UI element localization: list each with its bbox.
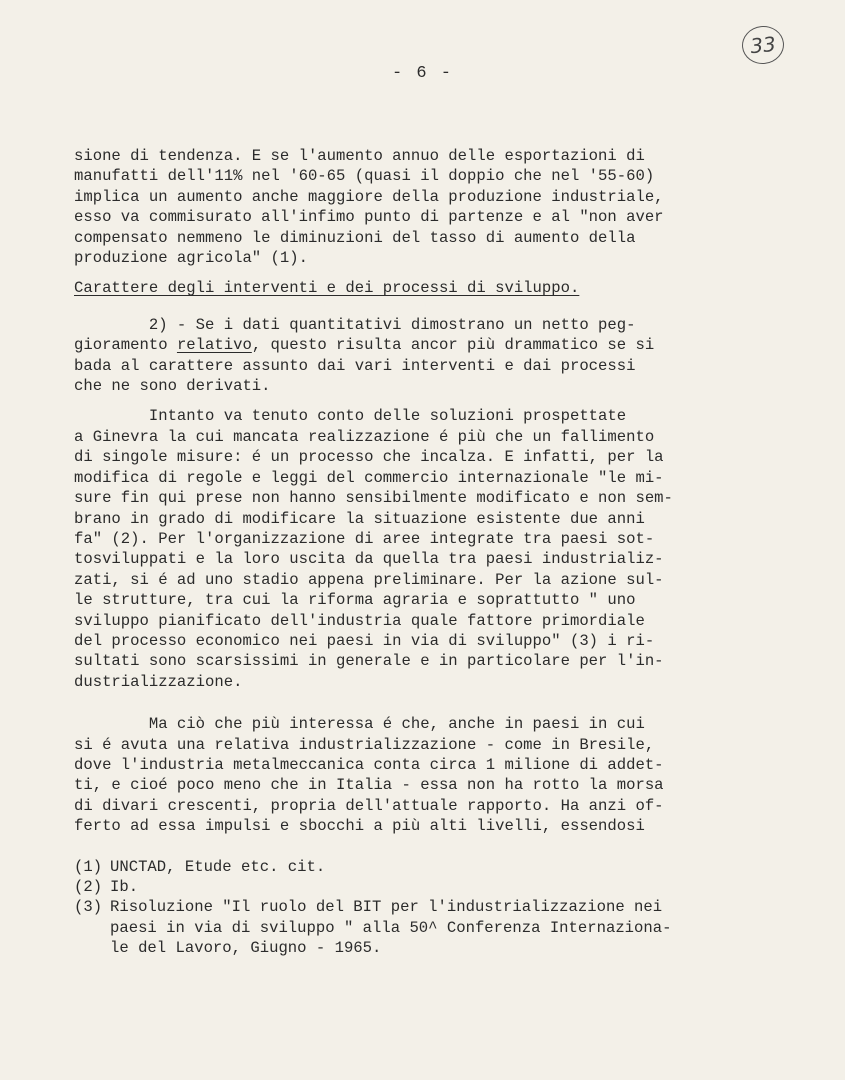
text-line: sultati sono scarsissimi in generale e in particolare per l'in- — [74, 652, 664, 671]
text-line: manufatti dell'11% nel '60-65 (quasi il doppio che nel '55-60) — [74, 167, 655, 186]
text-line: implica un aumento anche maggiore della produzione industriale, — [74, 187, 664, 206]
footnote-text: Risoluzione "Il ruolo del BIT per l'industrializzazione nei — [110, 898, 663, 917]
underlined-word: relativo — [176, 336, 252, 355]
text-line: brano in grado di modificare la situazione esistente due anni — [74, 509, 645, 528]
text-line: 2) - Se i dati quantitativi dimostrano un netto peg- — [74, 315, 636, 334]
text-line: sione di tendenza. E se l'aumento annuo delle esportazioni di — [74, 147, 645, 165]
footnote-text: Ib. — [110, 878, 139, 896]
section-heading-text: Carattere degli interventi e dei processi di sviluppo. — [74, 279, 580, 298]
footnote-number: (3) — [74, 898, 103, 917]
footnotes — [74, 857, 734, 959]
text-line: sure fin qui prese non hanno sensibilmente modificato e non sem- — [74, 489, 673, 508]
footnote-text: UNCTAD, Etude etc. cit. — [110, 857, 326, 876]
text-line: di singole misure: é un processo che incalza. E infatti, per la — [74, 448, 664, 467]
text-line: tosviluppati e la loro uscita da quella tra paesi industrializ- — [74, 550, 664, 569]
footnote-number: (2) — [74, 878, 103, 896]
text-line: fa" (2). Per l'organizzazione di aree integrate tra paesi sot- — [74, 529, 655, 548]
text-line: si é avuta una relativa industrializzazione - come in Bresile, — [74, 735, 655, 754]
text-line: bada al carattere assunto dai vari interventi e dai processi — [74, 356, 636, 375]
section-heading — [74, 278, 734, 298]
paragraph-4 — [74, 714, 734, 836]
text-line: le strutture, tra cui la riforma agraria e soprattutto " uno — [74, 591, 636, 610]
footnote-3-continuation — [74, 938, 734, 958]
text-line: ferto ad essa impulsi e sbocchi a più alti livelli, essendosi — [74, 817, 645, 836]
text-line: dove l'industria metalmeccanica conta circa 1 milione di addet- — [74, 755, 664, 774]
text-fragment: , questo risulta ancor più drammatico se si — [251, 336, 655, 355]
footnote-text: le del Lavoro, Giugno - 1965. — [110, 939, 382, 958]
paragraph-1 — [74, 146, 734, 268]
footnote-2 — [74, 877, 734, 897]
text-line: modifica di regole e leggi del commercio internazionale "le mi- — [74, 468, 664, 487]
text-line: dustrializzazione. — [74, 672, 243, 691]
archive-stamp: 33 — [740, 24, 786, 66]
paragraph-3 — [74, 406, 734, 692]
text-line: esso va commisurato all'infimo punto di partenze e al "non aver — [74, 208, 664, 227]
text-line: compensato nemmeno le diminuzioni del tasso di aumento della — [74, 228, 636, 247]
paragraph-2 — [74, 315, 734, 397]
footnote-text: paesi in via di sviluppo " alla 50^ Conferenza Internaziona- — [110, 918, 672, 937]
text-line: zati, si é ad uno stadio appena preliminare. Per la azione sul- — [74, 570, 664, 589]
text-line: ti, e cioé poco meno che in Italia - essa non ha rotto la morsa — [74, 776, 664, 795]
text-line: a Ginevra la cui mancata realizzazione é più che un fallimento — [74, 427, 655, 446]
text-line: Intanto va tenuto conto delle soluzioni prospettate — [74, 407, 627, 426]
text-line: produzione agricola" (1). — [74, 249, 308, 268]
text-line: Ma ciò che più interessa é che, anche in paesi in cui — [74, 715, 645, 734]
footnote-3 — [74, 897, 734, 917]
document-body — [74, 146, 734, 959]
footnote-3-continuation — [74, 918, 734, 938]
text-line: di divari crescenti, propria dell'attuale rapporto. Ha anzi of- — [74, 796, 664, 815]
footnote-number: (1) — [74, 857, 103, 876]
text-line: del processo economico nei paesi in via di sviluppo" (3) i ri- — [74, 631, 655, 650]
footnote-1 — [74, 857, 734, 877]
text-line: che ne sono derivati. — [74, 377, 271, 396]
page-number: - 6 - — [391, 64, 453, 83]
text-line — [74, 335, 734, 355]
text-line: sviluppo pianificato dell'industria quale fattore primordiale — [74, 611, 645, 630]
text-fragment: gioramento — [74, 336, 177, 355]
